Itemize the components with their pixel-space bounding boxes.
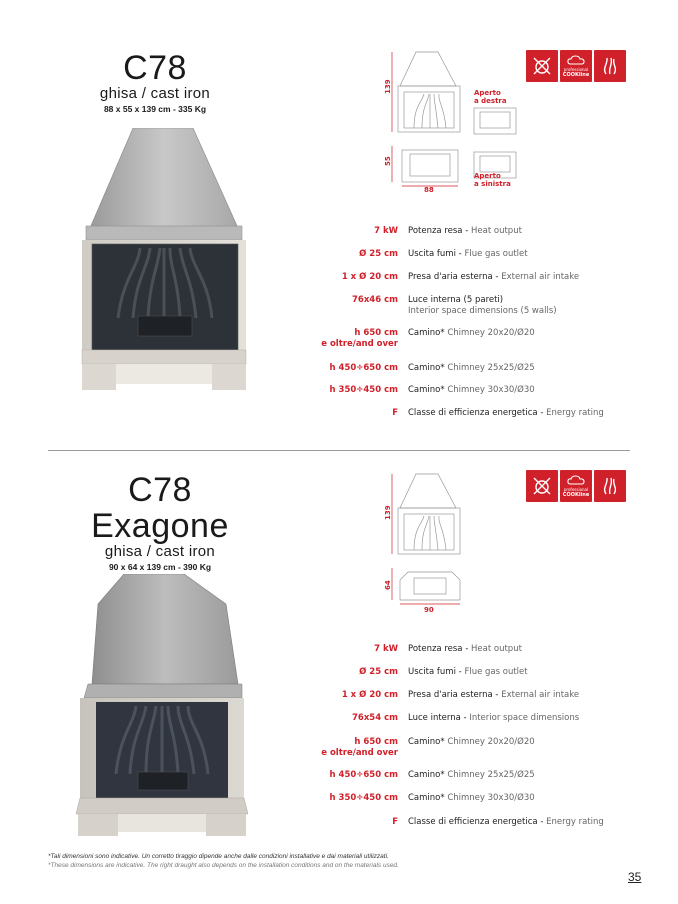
footnote xyxy=(48,852,399,870)
spec-label-it: Uscita fumi xyxy=(408,667,456,677)
spec-label-en: Chimney 30x30/Ø30 xyxy=(447,793,535,803)
diagram-height-label: 139 xyxy=(384,79,392,94)
spec-value: 7 kW xyxy=(374,644,398,654)
spec-label-it: Presa d'aria esterna xyxy=(408,690,493,700)
spec-label-en: Energy rating xyxy=(546,817,604,827)
spec-label-en: Heat output xyxy=(471,644,522,654)
spec-label-it: Camino* xyxy=(408,328,445,338)
flame-icon xyxy=(594,470,626,502)
spec-label-en: Chimney 30x30/Ø30 xyxy=(447,385,535,395)
product-title-block xyxy=(70,50,240,116)
fireplace-photo xyxy=(78,128,250,390)
spec-label-it: Camino* xyxy=(408,770,445,780)
spec-label-en: Chimney 20x20/Ø20 xyxy=(447,328,535,338)
grill-fire-icon xyxy=(526,470,558,502)
product-material: ghisa / cast iron xyxy=(104,543,216,560)
product-dimensions: 90 x 64 x 139 cm - 390 Kg xyxy=(108,562,212,572)
spec-label-it: Luce interna (5 pareti) xyxy=(408,295,504,305)
product-material: ghisa / cast iron xyxy=(99,85,211,102)
product-dimensions: 88 x 55 x 139 cm - 335 Kg xyxy=(103,104,207,114)
spec-value: h 350÷450 cm xyxy=(329,385,398,395)
product-c78: C78 ghisa / cast iron 88 x 55 x 139 cm - 335 Kg 139 55 88 Aperto a destra Aperto a sinistra professional COOKline 7 kW Potenza resa - Heat output Ø 25 cm Uscita fumi - Flue gas outlet 1 x Ø 20 cm Presa d'aria esterna - External air intake 76x46 cm Luce interna (5 pareti) Interior space dimensions (5 walls) h 650 cm e oltre/and over Camino* Chimney 20x20/Ø20 h 450÷650 cm Camino* Chimney 25x25/Ø25 h 350÷450 cm Camino* Chimney 30x30/Ø30 F Classe di efficienza energetica - Energy rating xyxy=(0,0,678,450)
footnote-it: *Tali dimensioni sono indicative. Un corretto tiraggio dipende anche dalle condizioni installative e dai materiali utilizzati. xyxy=(48,853,389,860)
spec-label-it: Potenza resa xyxy=(408,226,463,236)
section-divider xyxy=(48,450,630,451)
spec-label-it: Camino* xyxy=(408,793,445,803)
open-right-label-2: a destra xyxy=(474,97,507,105)
spec-label-it: Potenza resa xyxy=(408,644,463,654)
spec-label-en: Flue gas outlet xyxy=(464,667,528,677)
spec-value: 7 kW xyxy=(374,226,398,236)
spec-value: h 350÷450 cm xyxy=(329,793,398,803)
spec-label-en: External air intake xyxy=(501,690,580,700)
technical-diagram xyxy=(384,468,524,614)
spec-label-it: Classe di efficienza energetica xyxy=(408,408,538,418)
spec-label-en: Flue gas outlet xyxy=(464,249,528,259)
spec-value: h 650 cm e oltre/and over xyxy=(321,328,398,349)
svg-text:professional: professional xyxy=(563,67,589,72)
spec-value: h 450÷650 cm xyxy=(329,363,398,373)
footnote-en: *These dimensions are indicative. The right draught also depends on the installation conditions and on the materials used. xyxy=(48,862,399,869)
product-c78-exagone: C78 Exagone ghisa / cast iron 90 x 64 x 139 cm - 390 Kg 139 64 90 professional COOKline 7 kW Potenza resa - Heat output Ø 25 cm Uscita fumi - Flue gas outlet 1 x Ø 20 cm Presa d'aria esterna - External air intake 76x54 cm Luce interna - Interior space dimensions h 650 cm e oltre/and over Camino* Chimney 20x20/Ø20 h 450÷650 cm Camino* Chimney 25x25/Ø25 h 350÷450 cm Camino* Chimney 30x30/Ø30 F Classe di efficienza energetica - Energy rating xyxy=(0,452,678,842)
page-number: 35 xyxy=(628,870,642,884)
spec-value: h 650 cm e oltre/and over xyxy=(321,737,398,758)
spec-value: 76x54 cm xyxy=(352,713,398,723)
professional-cookline-icon xyxy=(560,50,592,82)
product-title-block xyxy=(60,472,260,574)
spec-value: Ø 25 cm xyxy=(359,249,398,259)
grill-fire-icon xyxy=(526,50,558,82)
spec-label-it: Presa d'aria esterna xyxy=(408,272,493,282)
diagram-depth-label: 64 xyxy=(384,580,392,590)
professional-cookline-icon xyxy=(560,470,592,502)
product-name: C78 Exagone xyxy=(91,471,229,545)
diagram-width-label: 90 xyxy=(424,606,434,614)
fireplace-photo xyxy=(74,574,250,836)
spec-label-it: Uscita fumi xyxy=(408,249,456,259)
spec-label-it: Camino* xyxy=(408,363,445,373)
open-left-label-2: a sinistra xyxy=(474,180,511,188)
diagram-depth-label: 55 xyxy=(384,156,392,166)
spec-label-en: Chimney 25x25/Ø25 xyxy=(447,363,535,373)
spec-label-it: Luce interna xyxy=(408,713,461,723)
svg-text:COOKline: COOKline xyxy=(562,72,590,78)
spec-value: 1 x Ø 20 cm xyxy=(341,690,398,700)
product-name: C78 xyxy=(123,49,187,87)
spec-value: 76x46 cm xyxy=(352,295,398,305)
flame-icon xyxy=(594,50,626,82)
open-left-label-1: Aperto xyxy=(474,172,501,180)
spec-label-en: Interior space dimensions (5 walls) xyxy=(408,306,557,316)
spec-label-it: Classe di efficienza energetica xyxy=(408,817,538,827)
spec-label-it: Camino* xyxy=(408,385,445,395)
svg-text:COOKline: COOKline xyxy=(562,492,590,498)
spec-value: 1 x Ø 20 cm xyxy=(341,272,398,282)
spec-label-en: External air intake xyxy=(501,272,580,282)
feature-badges xyxy=(526,50,626,82)
spec-value: F xyxy=(392,817,398,827)
spec-label-en: Energy rating xyxy=(546,408,604,418)
spec-label-en: Chimney 25x25/Ø25 xyxy=(447,770,535,780)
spec-label-en: Heat output xyxy=(471,226,522,236)
svg-text:professional: professional xyxy=(563,487,589,492)
spec-label-en: Chimney 20x20/Ø20 xyxy=(447,737,535,747)
open-right-label-1: Aperto xyxy=(474,89,501,97)
spec-value: h 450÷650 cm xyxy=(329,770,398,780)
spec-label-it: Camino* xyxy=(408,737,445,747)
feature-badges xyxy=(526,470,626,502)
technical-diagram xyxy=(384,46,524,192)
diagram-height-label: 139 xyxy=(384,505,392,520)
diagram-width-label: 88 xyxy=(424,186,434,192)
spec-value: Ø 25 cm xyxy=(359,667,398,677)
spec-label-en: Interior space dimensions xyxy=(469,713,580,723)
spec-value: F xyxy=(392,408,398,418)
